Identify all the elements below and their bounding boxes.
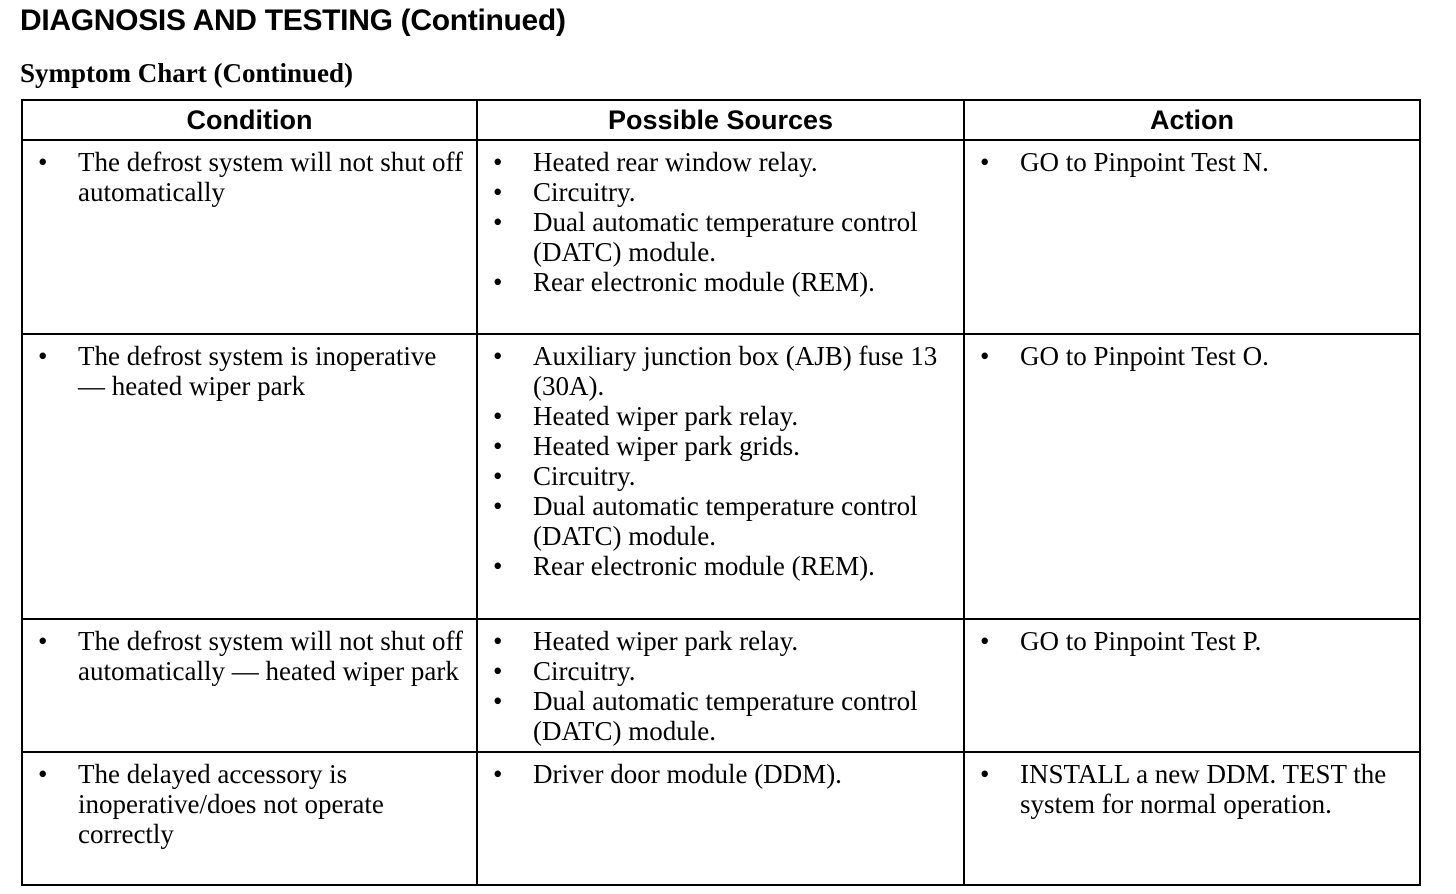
column-header-condition: Condition xyxy=(22,100,477,140)
source-item: • Rear electronic module (REM). xyxy=(488,551,957,581)
sources-cell xyxy=(477,619,964,752)
source-item: • Circuitry. xyxy=(488,177,957,207)
sources-list xyxy=(488,341,957,581)
condition-item: • The delayed accessory is inoperative/does not operate correctly xyxy=(33,759,470,849)
sources-list xyxy=(488,626,957,746)
action-cell xyxy=(964,140,1420,334)
sources-cell xyxy=(477,140,964,334)
action-cell xyxy=(964,334,1420,619)
source-item: • Heated wiper park relay. xyxy=(488,626,957,656)
table-row xyxy=(22,334,1420,619)
action-cell xyxy=(964,619,1420,752)
sources-list xyxy=(488,759,957,789)
source-item: • Circuitry. xyxy=(488,461,957,491)
source-item: • Heated wiper park grids. xyxy=(488,431,957,461)
source-item: • Auxiliary junction box (AJB) fuse 13 (30A). xyxy=(488,341,957,401)
table-row xyxy=(22,140,1420,334)
action-cell xyxy=(964,752,1420,885)
table-row xyxy=(22,619,1420,752)
column-header-action: Action xyxy=(964,100,1420,140)
chart-subheading: Symptom Chart (Continued) xyxy=(20,58,354,88)
source-item: • Heated rear window relay. xyxy=(488,147,957,177)
condition-list xyxy=(33,147,470,207)
sources-cell xyxy=(477,752,964,885)
source-item: • Heated wiper park relay. xyxy=(488,401,957,431)
action-list xyxy=(975,626,1413,656)
condition-item: • The defrost system is inoperative — heated wiper park xyxy=(33,341,470,401)
action-item: • GO to Pinpoint Test N. xyxy=(975,147,1413,177)
action-item: • INSTALL a new DDM. TEST the system for normal operation. xyxy=(975,759,1413,819)
action-item: • GO to Pinpoint Test P. xyxy=(975,626,1413,656)
sources-cell xyxy=(477,334,964,619)
source-item: • Circuitry. xyxy=(488,656,957,686)
condition-item: • The defrost system will not shut off automatically xyxy=(33,147,470,207)
condition-cell xyxy=(22,140,477,334)
source-item: • Driver door module (DDM). xyxy=(488,759,957,789)
action-item: • GO to Pinpoint Test O. xyxy=(975,341,1413,371)
condition-list xyxy=(33,759,470,849)
condition-list xyxy=(33,341,470,401)
condition-item: • The defrost system will not shut off automatically — heated wiper park xyxy=(33,626,470,686)
condition-cell xyxy=(22,334,477,619)
table-header-row xyxy=(22,100,1420,140)
condition-list xyxy=(33,626,470,686)
action-list xyxy=(975,147,1413,177)
column-header-possible-sources: Possible Sources xyxy=(477,100,964,140)
condition-cell xyxy=(22,619,477,752)
page-heading: DIAGNOSIS AND TESTING (Continued) xyxy=(20,4,566,37)
source-item: • Dual automatic temperature control (DATC) module. xyxy=(488,686,957,746)
source-item: • Rear electronic module (REM). xyxy=(488,267,957,297)
action-list xyxy=(975,759,1413,819)
condition-cell xyxy=(22,752,477,885)
source-item: • Dual automatic temperature control (DATC) module. xyxy=(488,207,957,267)
action-list xyxy=(975,341,1413,371)
sources-list xyxy=(488,147,957,297)
table-row xyxy=(22,752,1420,885)
source-item: • Dual automatic temperature control (DATC) module. xyxy=(488,491,957,551)
symptom-chart-table xyxy=(21,99,1421,886)
